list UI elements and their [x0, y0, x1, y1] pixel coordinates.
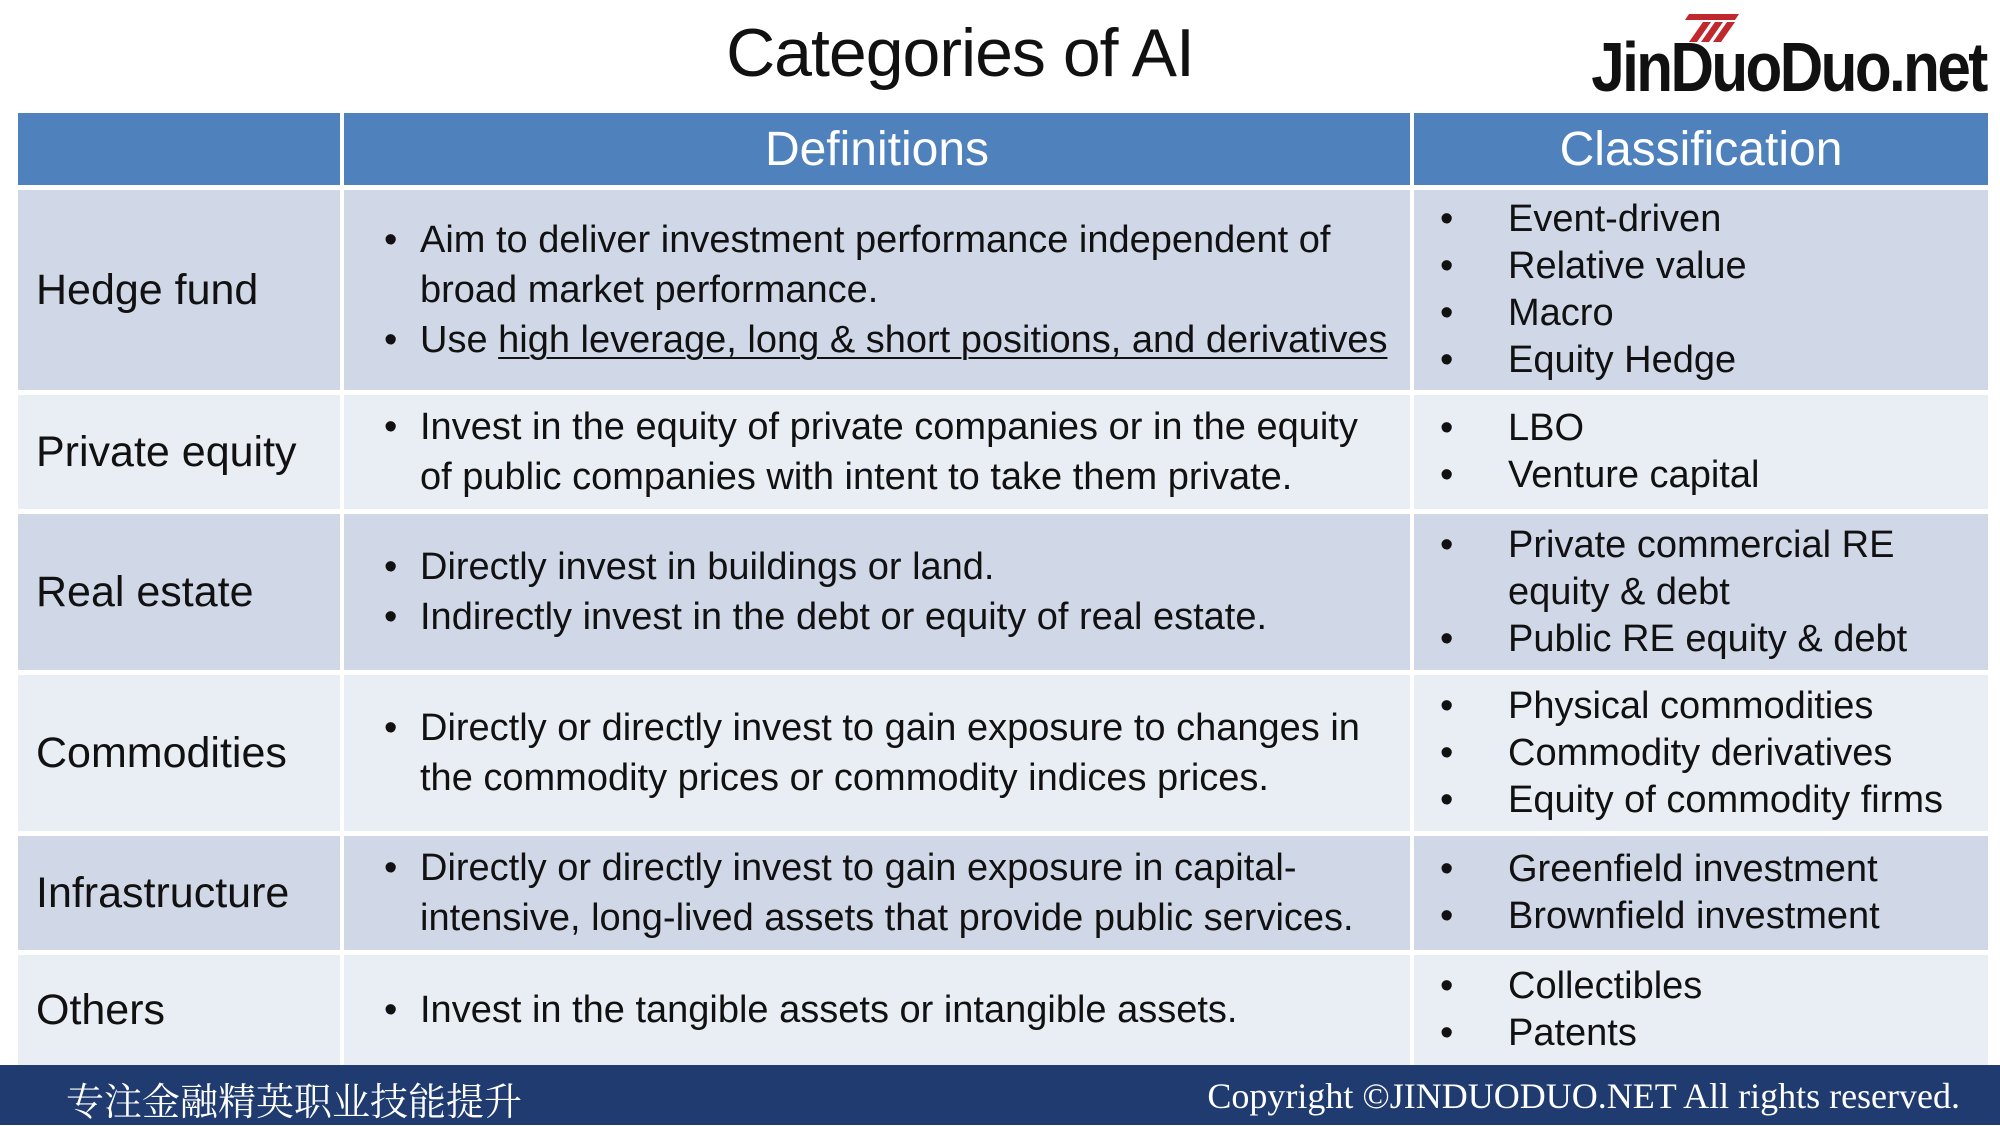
definition-item: • Invest in the equity of private companies or in the equity of public companies with intent to take them private.	[384, 402, 1392, 502]
row-category: Infrastructure	[18, 836, 340, 950]
row-definitions	[344, 190, 1410, 390]
classification-item: • Private commercial RE equity & debt	[1428, 522, 1988, 616]
table-row	[18, 190, 1988, 390]
classification-item: • Relative value	[1428, 243, 1988, 290]
footer-slogan: 专注金融精英职业技能提升	[66, 1080, 523, 1124]
definition-item: • Directly or directly invest to gain exposure to changes in the commodity prices or commodity indices prices.	[384, 703, 1392, 803]
logo-text: JinDuoDuo.net	[1591, 28, 1986, 106]
row-definitions	[344, 514, 1410, 670]
row-classification	[1414, 955, 1988, 1065]
row-category: Real estate	[18, 514, 340, 670]
definition-item: • Invest in the tangible assets or intangible assets.	[384, 985, 1392, 1035]
brand-logo	[1546, 10, 1986, 106]
page-title: Categories of AI	[726, 15, 1194, 91]
classification-item: • Venture capital	[1428, 452, 1988, 499]
definition-item: • Indirectly invest in the debt or equity of real estate.	[384, 592, 1392, 642]
row-classification	[1414, 836, 1988, 950]
row-category: Hedge fund	[18, 190, 340, 390]
header-category	[18, 113, 340, 185]
classification-item: • LBO	[1428, 405, 1988, 452]
classification-item: • Equity Hedge	[1428, 337, 1988, 384]
footer-copyright: Copyright ©JINDUODUO.NET All rights reserved.	[1207, 1076, 1960, 1116]
classification-item: • Macro	[1428, 290, 1988, 337]
classification-item: • Collectibles	[1428, 963, 1988, 1010]
header-classification: Classification	[1414, 113, 1988, 185]
classification-item: • Equity of commodity firms	[1428, 777, 1988, 824]
definition-underlined: high leverage, long & short positions, and derivatives	[498, 319, 1388, 361]
classification-item: • Public RE equity & debt	[1428, 616, 1988, 663]
table-row	[18, 955, 1988, 1065]
classification-item: • Brownfield investment	[1428, 893, 1988, 940]
row-classification	[1414, 514, 1988, 670]
row-definitions	[344, 395, 1410, 509]
row-definitions	[344, 836, 1410, 950]
definition-prefix: Use	[420, 319, 499, 361]
row-classification	[1414, 395, 1988, 509]
table-row	[18, 395, 1988, 509]
classification-item: • Physical commodities	[1428, 683, 1988, 730]
row-category: Commodities	[18, 675, 340, 831]
row-classification	[1414, 675, 1988, 831]
table-header-row	[18, 113, 1988, 185]
categories-table	[14, 108, 1992, 1070]
table-row	[18, 514, 1988, 670]
header-definitions: Definitions	[344, 113, 1410, 185]
table-row	[18, 675, 1988, 831]
definition-item	[384, 315, 1392, 365]
row-definitions	[344, 675, 1410, 831]
row-category: Others	[18, 955, 340, 1065]
definition-item: • Directly or directly invest to gain exposure in capital-intensive, long-lived assets that provide public services.	[384, 843, 1392, 943]
classification-item: • Greenfield investment	[1428, 846, 1988, 893]
table-row	[18, 836, 1988, 950]
row-definitions	[344, 955, 1410, 1065]
definition-item: • Directly invest in buildings or land.	[384, 542, 1392, 592]
row-classification	[1414, 190, 1988, 390]
footer-bar	[0, 1065, 2000, 1125]
classification-item: • Commodity derivatives	[1428, 730, 1988, 777]
definition-item: • Aim to deliver investment performance independent of broad market performance.	[384, 215, 1392, 315]
row-category: Private equity	[18, 395, 340, 509]
classification-item: • Event-driven	[1428, 196, 1988, 243]
classification-item: • Patents	[1428, 1010, 1988, 1057]
